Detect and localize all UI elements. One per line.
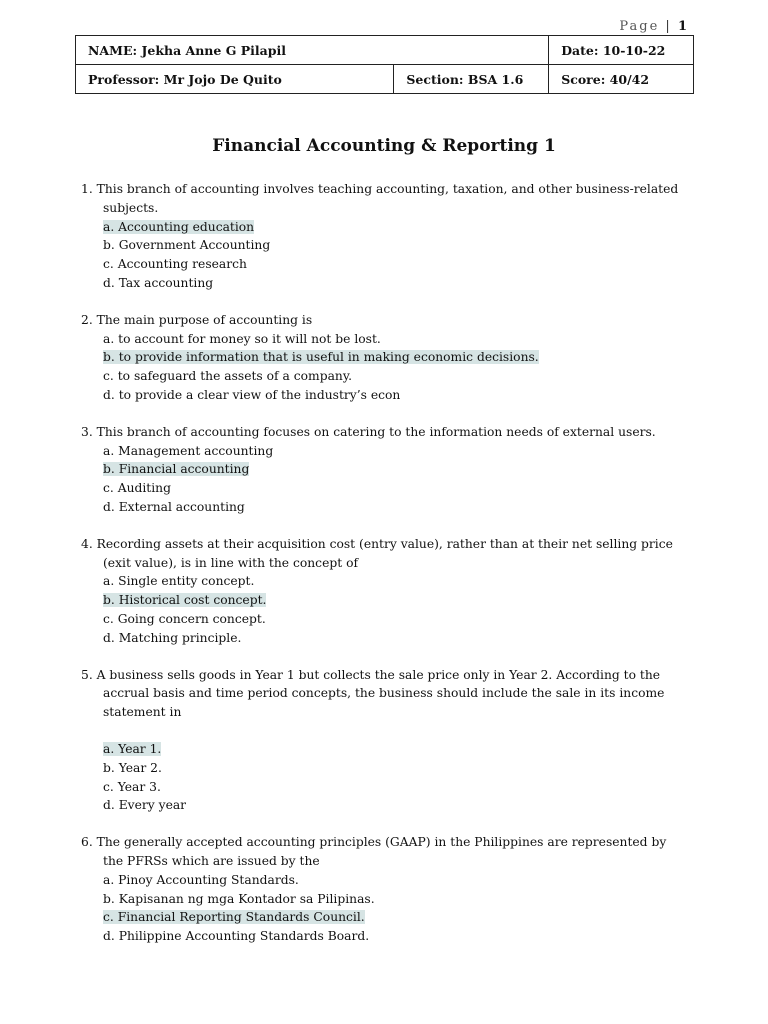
professor-name: Professor: Mr Jojo De Quito xyxy=(76,65,394,94)
question-option: c. Year 3. xyxy=(103,779,161,794)
page-number-prefix: Page xyxy=(619,19,660,34)
question-4 xyxy=(81,535,681,648)
question-option: b. Year 2. xyxy=(103,760,162,775)
question-2 xyxy=(81,311,681,405)
question-option xyxy=(81,908,681,927)
question-option: b. Kapisanan ng mga Kontador sa Pilipinas. xyxy=(103,891,375,906)
selected-answer-highlight: b. to provide information that is useful in making economic decisions. xyxy=(103,350,539,365)
question-option: d. to provide a clear view of the industry’s econ xyxy=(103,387,401,402)
selected-answer-highlight: b. Financial accounting xyxy=(103,462,250,477)
selected-answer-highlight: b. Historical cost concept. xyxy=(103,593,267,608)
question-option xyxy=(81,591,681,610)
exam-date: Date: 10-10-22 xyxy=(549,36,694,65)
page-number xyxy=(619,19,687,34)
question-option: a. Management accounting xyxy=(103,443,274,458)
blank-line xyxy=(81,722,681,740)
selected-answer-highlight: c. Financial Reporting Standards Council. xyxy=(103,910,365,925)
selected-answer-highlight: a. Accounting education xyxy=(103,219,255,234)
question-option: d. Tax accounting xyxy=(103,275,214,290)
question-option: c. Auditing xyxy=(103,481,171,496)
question-1 xyxy=(81,180,681,293)
question-option xyxy=(81,740,681,759)
question-list xyxy=(81,180,681,964)
question-option: c. Accounting research xyxy=(103,257,247,272)
question-5 xyxy=(81,666,681,816)
selected-answer-highlight: a. Year 1. xyxy=(103,741,162,756)
question-option: a. Pinoy Accounting Standards. xyxy=(103,872,299,887)
student-info-table xyxy=(75,35,694,94)
student-name: NAME: Jekha Anne G Pilapil xyxy=(76,36,549,65)
question-option xyxy=(81,348,681,367)
page-number-separator: | xyxy=(665,19,670,34)
question-stem: 4. Recording assets at their acquisition cost (entry value), rather than at their net selling price (exit value), is in line with the concept of xyxy=(81,536,673,570)
question-option: d. Every year xyxy=(103,798,187,813)
question-option: b. Government Accounting xyxy=(103,238,271,253)
question-option: c. to safeguard the assets of a company. xyxy=(103,369,353,384)
question-stem: 5. A business sells goods in Year 1 but collects the sale price only in Year 2. According to the accrual basis and time period concepts, the business should include the sale in its income statement in xyxy=(81,667,665,720)
question-option: c. Going concern concept. xyxy=(103,611,266,626)
document-title: Financial Accounting & Reporting 1 xyxy=(212,136,556,156)
exam-score: Score: 40/42 xyxy=(549,65,694,94)
question-option: a. Single entity concept. xyxy=(103,574,255,589)
question-stem: 6. The generally accepted accounting principles (GAAP) in the Philippines are represented by the PFRSs which are issued by the xyxy=(81,835,667,868)
question-option xyxy=(81,460,681,479)
question-3 xyxy=(81,423,681,517)
question-option: a. to account for money so it will not be lost. xyxy=(103,331,381,346)
class-section: Section: BSA 1.6 xyxy=(394,65,549,94)
question-option: d. Matching principle. xyxy=(103,630,242,645)
question-stem: 1. This branch of accounting involves teaching accounting, taxation, and other business-related subjects. xyxy=(81,182,679,215)
question-stem: 3. This branch of accounting focuses on catering to the information needs of external users. xyxy=(81,424,656,439)
question-option: d. Philippine Accounting Standards Board. xyxy=(103,929,370,944)
question-6 xyxy=(81,833,681,946)
page-number-value: 1 xyxy=(677,19,687,34)
question-stem: 2. The main purpose of accounting is xyxy=(81,312,313,327)
question-option xyxy=(81,218,681,237)
question-option: d. External accounting xyxy=(103,499,245,514)
